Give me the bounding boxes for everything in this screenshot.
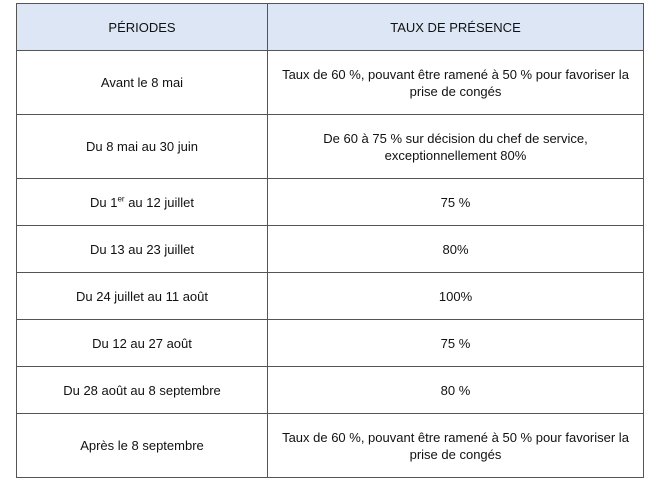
- period-cell: Du 13 au 23 juillet: [17, 226, 268, 273]
- table-row: [17, 226, 644, 273]
- rate-cell: Taux de 60 %, pouvant être ramené à 50 % pour favoriser la prise de congés: [268, 51, 644, 115]
- table-row: [17, 273, 644, 320]
- rate-cell: 80 %: [268, 367, 644, 414]
- period-cell: Du 12 au 27 août: [17, 320, 268, 367]
- rate-cell: 75 %: [268, 320, 644, 367]
- period-cell: [17, 179, 268, 226]
- ordinal-superscript: er: [117, 194, 125, 204]
- period-cell: Avant le 8 mai: [17, 51, 268, 115]
- header-periods: PÉRIODES: [17, 4, 268, 51]
- presence-rate-table: [16, 3, 644, 478]
- table-row: [17, 367, 644, 414]
- table-row: [17, 320, 644, 367]
- period-cell: Du 28 août au 8 septembre: [17, 367, 268, 414]
- period-prefix: Du 1: [90, 194, 118, 210]
- rate-cell: De 60 à 75 % sur décision du chef de service, exceptionnellement 80%: [268, 115, 644, 179]
- rate-cell: 75 %: [268, 179, 644, 226]
- header-presence-rate: TAUX DE PRÉSENCE: [268, 4, 644, 51]
- rate-cell: 80%: [268, 226, 644, 273]
- period-cell: Après le 8 septembre: [17, 414, 268, 478]
- table-row: [17, 115, 644, 179]
- presence-rate-table-container: [16, 3, 644, 478]
- rate-cell: Taux de 60 %, pouvant être ramené à 50 % pour favoriser la prise de congés: [268, 414, 644, 478]
- table-row: [17, 179, 644, 226]
- rate-cell: 100%: [268, 273, 644, 320]
- period-cell: Du 8 mai au 30 juin: [17, 115, 268, 179]
- period-cell: Du 24 juillet au 11 août: [17, 273, 268, 320]
- table-row: [17, 51, 644, 115]
- table-row: [17, 414, 644, 478]
- period-suffix: au 12 juillet: [124, 194, 194, 210]
- table-header-row: [17, 4, 644, 51]
